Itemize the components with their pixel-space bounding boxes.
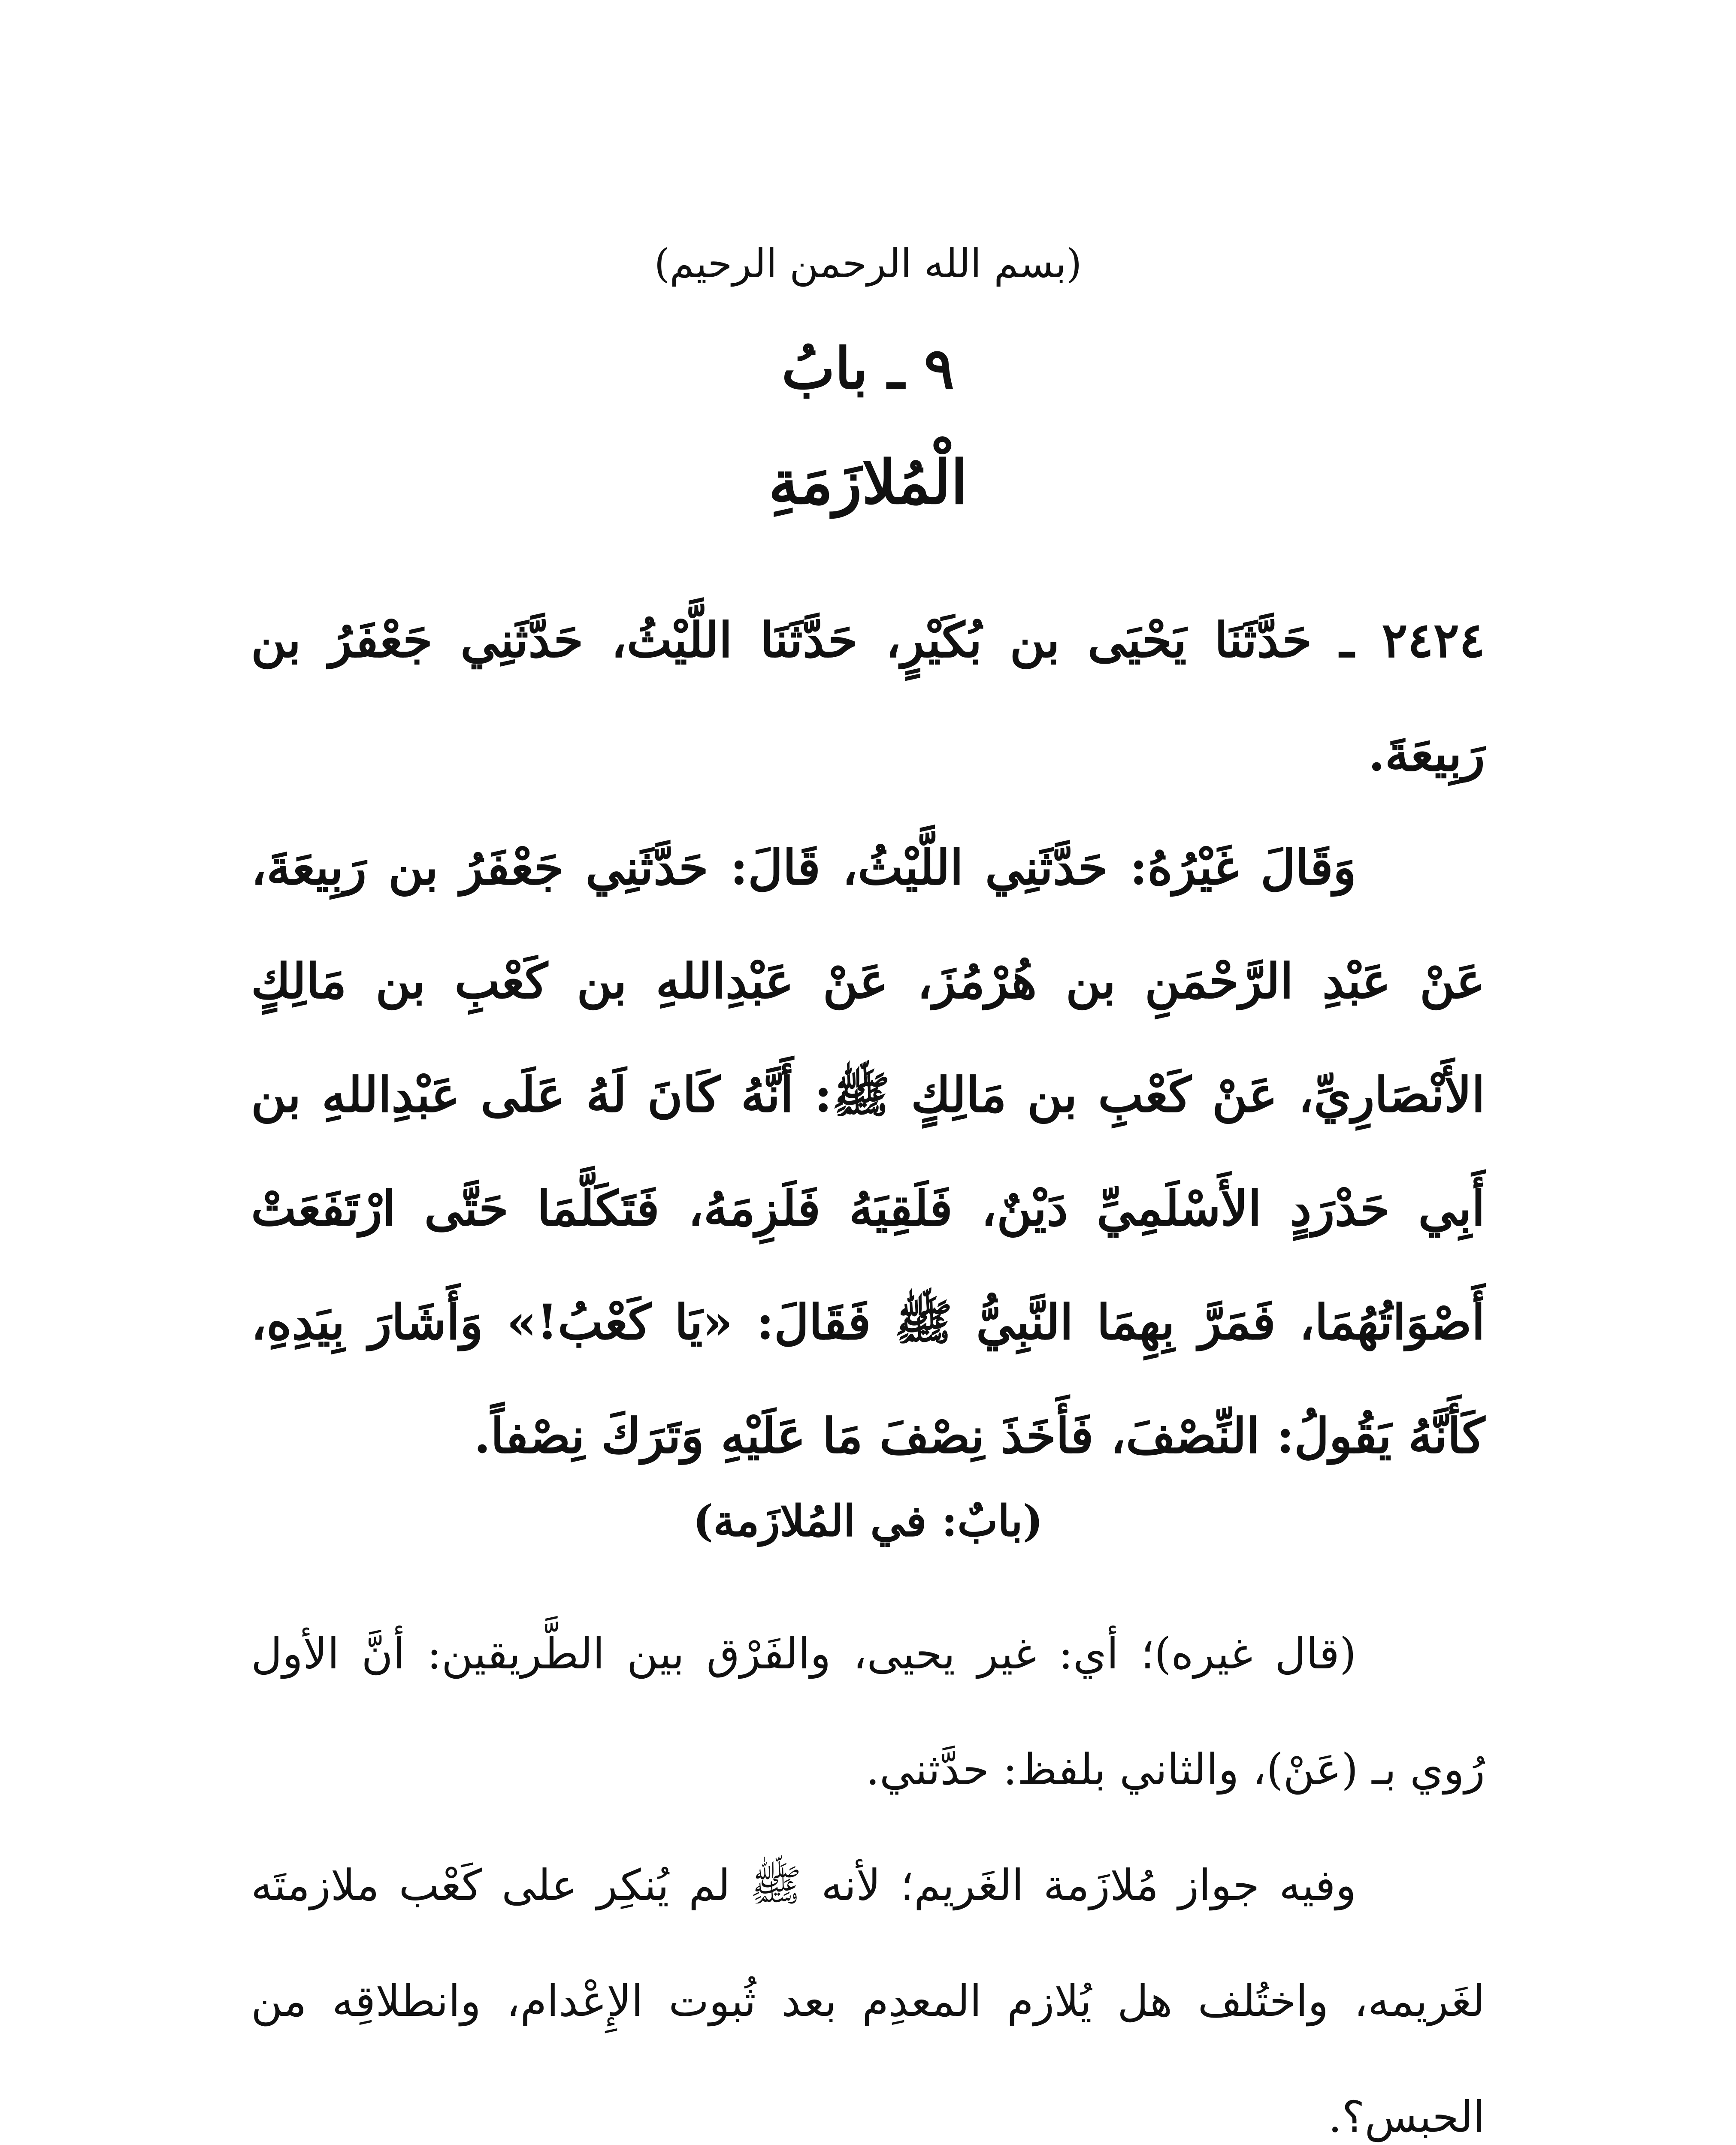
commentary-text [251, 1596, 1485, 2145]
commentary-paragraph-2: وفيه جواز مُلازَمة الغَريم؛ لأنه ﷺ لم يُنكِر على كَعْب ملازمتَه لغَريمه، واختُلف هل يُلازم المعدِم بعد ثُبوت الإِعْدام، وانطلاقِه من الحبس؟. [251, 1860, 1485, 2142]
hadith-isnad-2: وَقَالَ غَيْرُهُ: حَدَّثَنِي اللَّيْثُ، قَالَ: حَدَّثَنِي جَعْفَرُ بن رَبِيعَةَ، عَنْ عَبْدِ الرَّحْمَنِ بن هُرْمُزَ، عَنْ عَبْدِاللهِ بن كَعْبِ بن مَالِكٍ الأَنْصَارِيِّ، عَنْ كَعْبِ بن مَالِكٍ ﷺ: أَنَّهُ كَانَ لَهُ عَلَى عَبْدِاللهِ بن أَبِي حَدْرَدٍ الأَسْلَمِيِّ دَيْنٌ، فَلَقِيَهُ فَلَزِمَهُ، فَتَكَلَّمَا حَتَّى ارْتَفَعَتْ أَصْوَاتُهُمَا، فَمَرَّ بِهِمَا النَّبِيُّ ﷺ فَقَالَ: «يَا كَعْبُ!» وَأَشَارَ بِيَدِهِ، كَأَنَّهُ يَقُولُ: النِّصْفَ، فَأَخَذَ نِصْفَ مَا عَلَيْهِ وَتَرَكَ نِصْفاً. [251, 840, 1485, 1464]
commentary-paragraph-1: (قال غيره)؛ أي: غير يحيى، والفَرْق بين الطَّريقين: أنَّ الأول رُوي بـ (عَنْ)، والثاني بلفظ: حدَّثني. [251, 1628, 1485, 1795]
commentary-title: (بابٌ: في المُلازَمة) [693, 1495, 1043, 1546]
hadith-isnad-1: ٢٤٢٤ ـ حَدَّثَنَا يَحْيَى بن بُكَيْرٍ، حَدَّثَنَا اللَّيْثُ، حَدَّثَنِي جَعْفَرُ بن رَبِيعَةَ. [251, 612, 1485, 782]
hadith-text [251, 583, 1485, 1493]
chapter-number: ٩ ـ بابُ [781, 335, 955, 402]
chapter-title: الْمُلازَمَةِ [768, 447, 968, 518]
basmala-heading: (بسم الله الرحمن الرحيم) [654, 241, 1082, 287]
